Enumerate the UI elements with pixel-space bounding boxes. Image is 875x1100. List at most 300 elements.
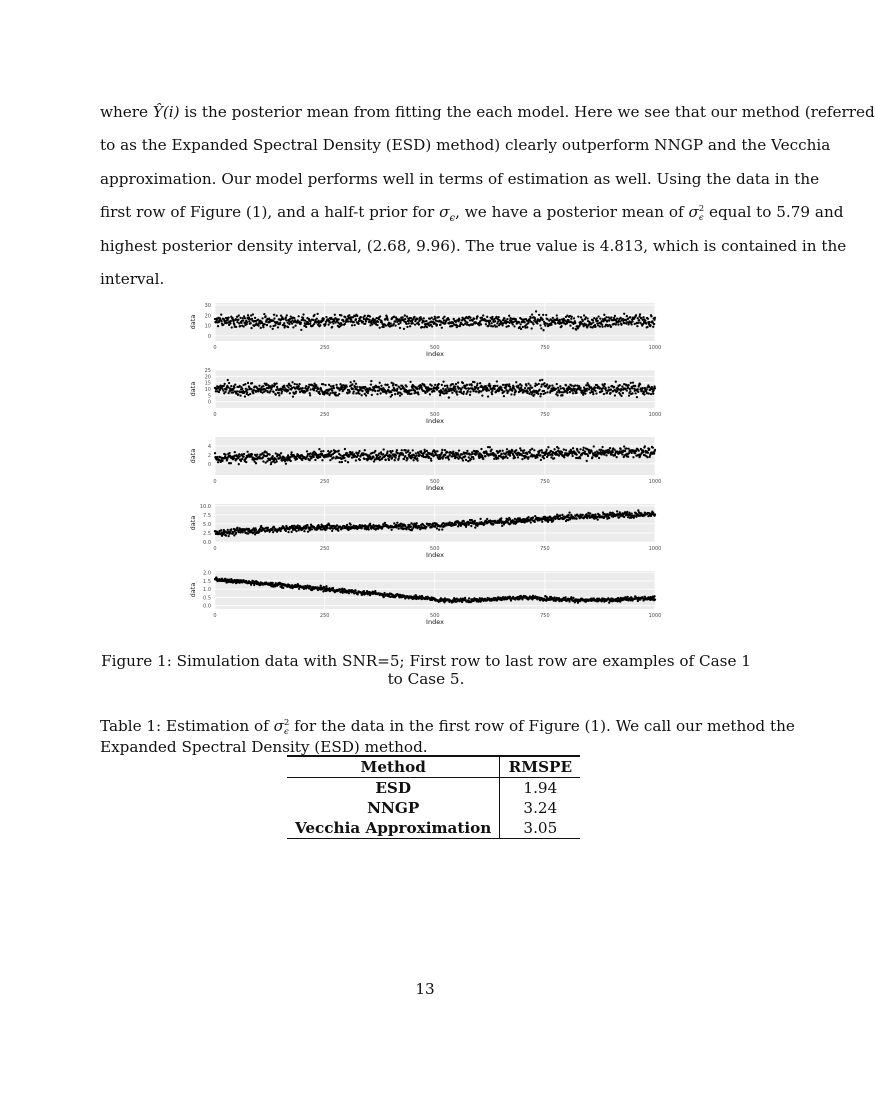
data-point xyxy=(653,452,655,454)
data-point xyxy=(434,317,436,319)
data-point xyxy=(308,386,310,388)
data-point xyxy=(335,384,337,386)
data-point xyxy=(650,393,652,395)
data-point xyxy=(417,391,419,393)
data-point xyxy=(238,453,240,455)
data-point xyxy=(536,322,538,324)
data-point xyxy=(359,459,361,461)
data-point xyxy=(642,316,644,318)
data-point xyxy=(273,314,275,316)
data-point xyxy=(364,386,366,388)
data-point xyxy=(592,319,594,321)
data-point xyxy=(530,521,532,523)
data-point xyxy=(561,394,563,396)
data-point xyxy=(250,327,252,329)
data-point xyxy=(407,449,409,451)
data-point xyxy=(554,518,556,520)
data-point xyxy=(294,383,296,385)
data-point xyxy=(564,596,566,598)
data-point xyxy=(508,383,510,385)
data-point xyxy=(351,383,353,385)
data-point xyxy=(436,454,438,456)
data-point xyxy=(586,382,588,384)
data-point xyxy=(503,317,505,319)
data-point xyxy=(631,392,633,394)
data-point xyxy=(637,317,639,319)
data-point xyxy=(319,324,321,326)
data-point xyxy=(531,327,533,329)
data-point xyxy=(494,320,496,322)
data-point xyxy=(234,383,236,385)
data-point xyxy=(575,518,577,520)
data-point xyxy=(246,391,248,393)
data-point xyxy=(648,386,650,388)
data-point xyxy=(365,394,367,396)
data-point xyxy=(446,451,448,453)
data-point xyxy=(217,325,219,327)
data-point xyxy=(469,391,471,393)
data-point xyxy=(354,386,356,388)
data-point xyxy=(332,322,334,324)
data-point xyxy=(563,448,565,450)
data-point xyxy=(475,390,477,392)
data-point xyxy=(365,320,367,322)
data-point xyxy=(298,315,300,317)
data-point xyxy=(467,390,469,392)
data-point xyxy=(306,524,308,526)
data-point xyxy=(272,328,274,330)
data-point xyxy=(602,387,604,389)
data-point xyxy=(615,381,617,383)
data-point xyxy=(236,390,238,392)
data-point xyxy=(624,450,626,452)
data-point xyxy=(506,318,508,320)
data-point xyxy=(260,327,262,329)
data-point xyxy=(405,323,407,325)
data-point xyxy=(526,326,528,328)
data-point xyxy=(237,393,239,395)
data-point xyxy=(398,528,400,530)
data-point xyxy=(509,386,511,388)
data-point xyxy=(476,315,478,317)
data-point xyxy=(500,517,502,519)
data-point xyxy=(501,450,503,452)
data-point xyxy=(449,454,451,456)
data-point xyxy=(628,452,630,454)
data-point xyxy=(527,321,529,323)
data-point xyxy=(518,321,520,323)
data-point xyxy=(430,388,432,390)
data-point xyxy=(487,395,489,397)
data-point xyxy=(356,315,358,317)
data-point xyxy=(298,385,300,387)
data-point xyxy=(557,387,559,389)
data-point xyxy=(300,329,302,331)
data-point xyxy=(409,452,411,454)
data-point xyxy=(653,323,655,325)
y-tick-label: 0 xyxy=(207,461,211,468)
data-point xyxy=(471,384,473,386)
data-point xyxy=(635,450,637,452)
data-point xyxy=(560,387,562,389)
data-point xyxy=(462,382,464,384)
x-tick-label: 250 xyxy=(319,412,330,418)
data-point xyxy=(397,452,399,454)
data-point xyxy=(470,525,472,527)
data-point xyxy=(501,324,503,326)
data-point xyxy=(233,324,235,326)
data-point xyxy=(410,393,412,395)
data-point xyxy=(383,326,385,328)
data-point xyxy=(230,320,232,322)
data-point xyxy=(416,318,418,320)
data-point xyxy=(270,388,272,390)
data-point xyxy=(654,449,656,451)
data-point xyxy=(349,390,351,392)
data-point xyxy=(621,453,623,455)
data-point xyxy=(654,387,656,389)
data-point xyxy=(508,325,510,327)
data-point xyxy=(262,385,264,387)
data-point xyxy=(473,381,475,383)
data-point xyxy=(441,451,443,453)
data-point xyxy=(603,393,605,395)
data-point xyxy=(331,387,333,389)
data-point xyxy=(371,394,373,396)
data-point xyxy=(251,453,253,455)
data-point xyxy=(629,390,631,392)
data-point xyxy=(631,512,633,514)
data-point xyxy=(501,453,503,455)
x-tick-label: 250 xyxy=(319,479,330,485)
data-point xyxy=(523,449,525,451)
data-point xyxy=(553,448,555,450)
data-point xyxy=(571,385,573,387)
data-point xyxy=(559,385,561,387)
data-point xyxy=(533,393,535,395)
data-point xyxy=(539,454,541,456)
data-point xyxy=(223,385,225,387)
data-point xyxy=(636,325,638,327)
data-point xyxy=(272,391,274,393)
x-tick-label: 250 xyxy=(319,345,330,351)
data-point xyxy=(543,457,545,459)
data-point xyxy=(588,388,590,390)
data-point xyxy=(361,394,363,396)
data-point xyxy=(242,325,244,327)
data-point xyxy=(568,514,570,516)
data-point xyxy=(248,320,250,322)
data-point xyxy=(249,393,251,395)
data-point xyxy=(448,318,450,320)
data-point xyxy=(325,316,327,318)
data-point xyxy=(424,449,426,451)
data-point xyxy=(637,391,639,393)
data-point xyxy=(472,458,474,460)
paragraph-line-3: approximation. Our model performs well in terms of estimation as well. Using the data in the xyxy=(100,169,820,188)
data-point xyxy=(635,314,637,316)
data-point xyxy=(597,320,599,322)
data-point xyxy=(515,381,517,383)
data-point xyxy=(620,395,622,397)
data-point xyxy=(456,393,458,395)
data-point xyxy=(620,448,622,450)
data-point xyxy=(402,454,404,456)
data-point xyxy=(557,447,559,449)
data-point xyxy=(393,323,395,325)
x-tick-label: 500 xyxy=(430,479,440,485)
data-point xyxy=(418,323,420,325)
data-point xyxy=(614,394,616,396)
data-point xyxy=(429,393,431,395)
data-point xyxy=(584,393,586,395)
data-point xyxy=(230,528,232,530)
data-point xyxy=(319,393,321,395)
x-tick-label: 1000 xyxy=(648,345,662,351)
data-point xyxy=(404,455,406,457)
data-point xyxy=(224,383,226,385)
data-point xyxy=(262,326,264,328)
data-point xyxy=(509,518,511,520)
data-point xyxy=(648,448,650,450)
data-point xyxy=(354,589,356,591)
data-point xyxy=(275,393,277,395)
data-point xyxy=(541,449,543,451)
data-point xyxy=(539,395,541,397)
data-point xyxy=(368,528,370,530)
data-point xyxy=(238,463,240,465)
data-point xyxy=(556,383,558,385)
data-point xyxy=(649,321,651,323)
data-point xyxy=(278,392,280,394)
data-point xyxy=(242,531,244,533)
data-point xyxy=(290,460,292,462)
data-point xyxy=(462,459,464,461)
data-point xyxy=(464,455,466,457)
data-point xyxy=(274,324,276,326)
data-point xyxy=(285,319,287,321)
data-point xyxy=(306,450,308,452)
data-point xyxy=(438,316,440,318)
y-tick-label: 10 xyxy=(204,387,211,393)
data-point xyxy=(433,390,435,392)
data-point xyxy=(425,526,427,528)
data-point xyxy=(488,323,490,325)
data-point xyxy=(384,522,386,524)
data-point xyxy=(351,451,353,453)
data-point xyxy=(610,326,612,328)
data-point xyxy=(546,383,548,385)
data-point xyxy=(388,459,390,461)
data-point xyxy=(552,317,554,319)
data-point xyxy=(302,387,304,389)
data-point xyxy=(239,394,241,396)
data-point xyxy=(441,528,443,530)
data-point xyxy=(364,449,366,451)
data-point xyxy=(604,383,606,385)
data-point xyxy=(511,450,513,452)
y-axis-label: data xyxy=(189,381,197,397)
data-point xyxy=(385,324,387,326)
data-point xyxy=(403,458,405,460)
data-point xyxy=(410,389,412,391)
data-point xyxy=(515,318,517,320)
data-point xyxy=(344,316,346,318)
data-point xyxy=(527,383,529,385)
data-point xyxy=(654,513,656,515)
data-point xyxy=(222,324,224,326)
data-point xyxy=(351,324,353,326)
data-point xyxy=(303,530,305,532)
data-point xyxy=(285,463,287,465)
data-point xyxy=(497,316,499,318)
data-point xyxy=(458,449,460,451)
data-point xyxy=(431,385,433,387)
data-point xyxy=(603,453,605,455)
data-point xyxy=(566,392,568,394)
data-point xyxy=(353,390,355,392)
scatter-panel xyxy=(189,437,661,492)
data-point xyxy=(272,531,274,533)
data-point xyxy=(645,388,647,390)
data-point xyxy=(220,320,222,322)
data-point xyxy=(399,322,401,324)
data-point xyxy=(482,314,484,316)
data-point xyxy=(653,319,655,321)
data-point xyxy=(332,456,334,458)
data-point xyxy=(582,320,584,322)
data-point xyxy=(309,323,311,325)
data-point xyxy=(321,459,323,461)
data-point xyxy=(286,314,288,316)
data-point xyxy=(245,461,247,463)
data-point xyxy=(260,525,262,527)
data-point xyxy=(227,529,229,531)
data-point xyxy=(359,524,361,526)
data-point xyxy=(556,314,558,316)
data-point xyxy=(276,386,278,388)
data-point xyxy=(574,322,576,324)
data-point xyxy=(633,517,635,519)
data-point xyxy=(261,317,263,319)
data-point xyxy=(350,524,352,526)
data-point xyxy=(561,451,563,453)
data-point xyxy=(341,386,343,388)
data-point xyxy=(330,450,332,452)
data-point xyxy=(331,530,333,532)
x-tick-label: 750 xyxy=(540,345,550,351)
data-point xyxy=(592,393,594,395)
data-point xyxy=(227,379,229,381)
data-point xyxy=(401,316,403,318)
data-point xyxy=(577,316,579,318)
data-point xyxy=(512,323,514,325)
data-point xyxy=(511,390,513,392)
data-point xyxy=(609,392,611,394)
data-point xyxy=(323,318,325,320)
data-point xyxy=(276,315,278,317)
data-point xyxy=(454,388,456,390)
data-point xyxy=(306,389,308,391)
data-point xyxy=(455,523,457,525)
data-point xyxy=(334,314,336,316)
data-point xyxy=(490,449,492,451)
data-point xyxy=(240,322,242,324)
x-tick-label: 0 xyxy=(213,546,217,552)
data-point xyxy=(456,390,458,392)
data-point xyxy=(644,319,646,321)
data-point xyxy=(479,382,481,384)
data-point xyxy=(513,325,515,327)
data-point xyxy=(443,316,445,318)
data-point xyxy=(374,450,376,452)
data-point xyxy=(628,394,630,396)
data-point xyxy=(501,525,503,527)
data-point xyxy=(372,456,374,458)
data-point xyxy=(594,326,596,328)
data-point xyxy=(387,384,389,386)
data-point xyxy=(241,458,243,460)
data-point xyxy=(453,318,455,320)
figure-1 xyxy=(185,300,660,635)
data-point xyxy=(474,520,476,522)
data-point xyxy=(465,459,467,461)
data-point xyxy=(250,388,252,390)
y-tick-label: 10 xyxy=(204,323,211,330)
data-point xyxy=(597,315,599,317)
data-point xyxy=(637,388,639,390)
x-tick-label: 750 xyxy=(540,613,550,619)
data-point xyxy=(645,322,647,324)
data-point xyxy=(416,459,418,461)
y-tick-label: 7.5 xyxy=(203,512,211,519)
data-point xyxy=(522,326,524,328)
data-point xyxy=(554,323,556,325)
data-point xyxy=(631,387,633,389)
data-point xyxy=(225,534,227,536)
y-tick-label: 5 xyxy=(207,393,211,400)
data-point xyxy=(285,530,287,532)
data-point xyxy=(481,455,483,457)
y-tick-label: 0 xyxy=(207,333,211,340)
x-axis-label: Index xyxy=(426,350,444,358)
data-point xyxy=(439,324,441,326)
data-point xyxy=(242,317,244,319)
data-point xyxy=(536,456,538,458)
data-point xyxy=(514,457,516,459)
data-point xyxy=(551,454,553,456)
data-point xyxy=(448,396,450,398)
data-point xyxy=(457,325,459,327)
data-point xyxy=(434,384,436,386)
paragraph-line-5: highest posterior density interval, (2.68, 9.96). The true value is 4.813, which is contained in the xyxy=(100,236,847,255)
data-point xyxy=(572,327,574,329)
data-point xyxy=(538,314,540,316)
data-point xyxy=(485,323,487,325)
x-tick-label: 750 xyxy=(540,479,550,485)
data-point xyxy=(419,454,421,456)
data-point xyxy=(382,453,384,455)
data-point xyxy=(561,514,563,516)
data-point xyxy=(616,456,618,458)
data-point xyxy=(338,450,340,452)
data-point xyxy=(543,390,545,392)
data-point xyxy=(579,387,581,389)
data-point xyxy=(344,448,346,450)
scatter-panel xyxy=(189,368,661,425)
data-point xyxy=(295,530,297,532)
data-point xyxy=(622,392,624,394)
